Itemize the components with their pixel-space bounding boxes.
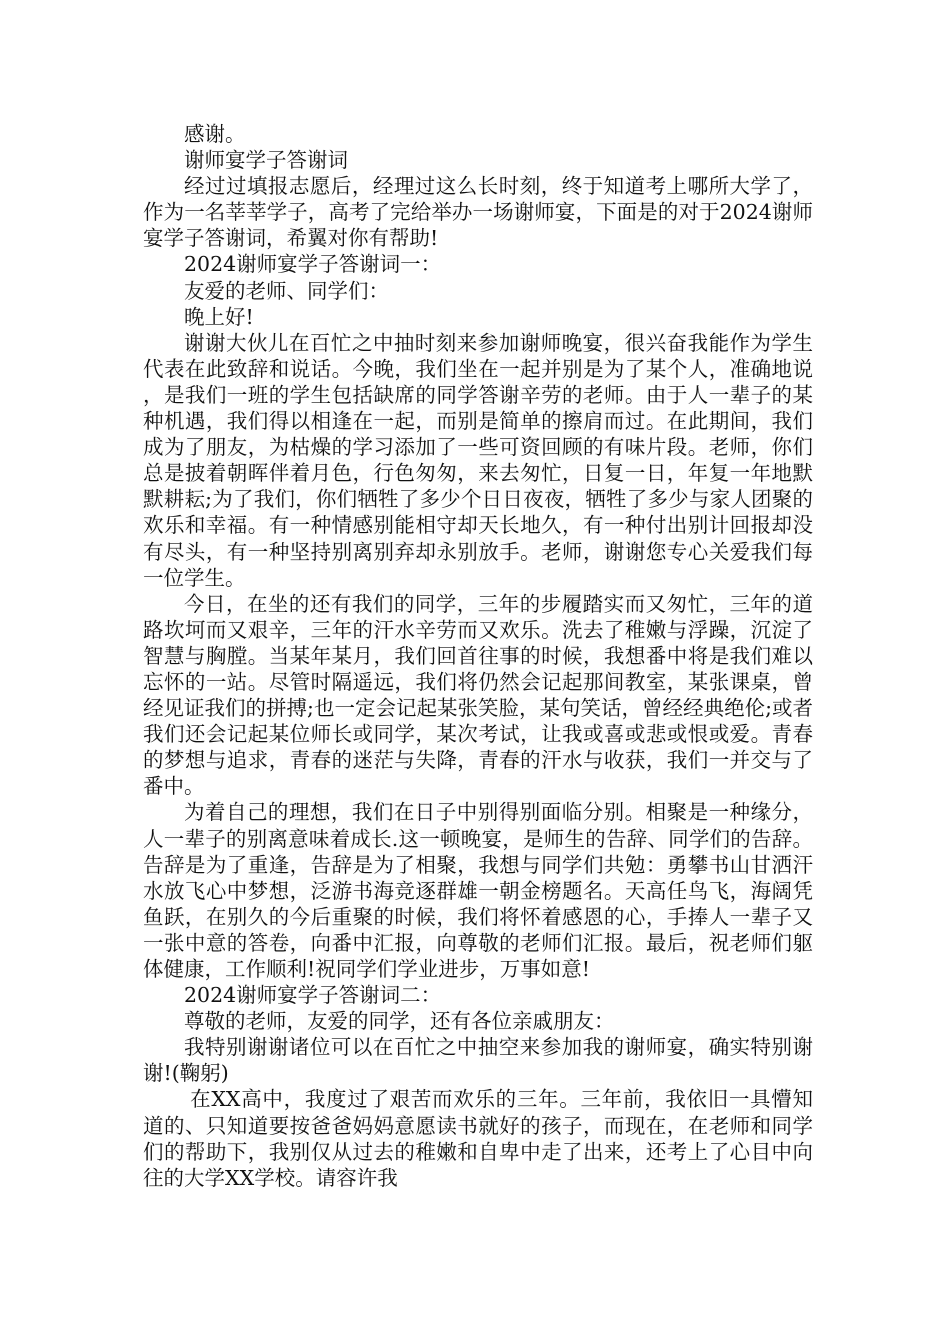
- speech-two-paragraph-2: 在XX高中，我度过了艰苦而欢乐的三年。三年前，我依旧一具懵知道的、只知道要按爸爸妈妈意愿读书就好的孩子，而现在，在老师和同学们的帮助下，我别仅从过去的稚嫩和自卑中走了出来，还考上了心目中向往的大学XX学校。请容许我: [143, 1087, 813, 1190]
- paragraph-1: 感谢。: [184, 122, 246, 146]
- speech-two-heading: 2024谢师宴学子答谢词二：: [184, 983, 442, 1008]
- speech-one-heading: 2024谢师宴学子答谢词一：: [184, 252, 442, 277]
- speech-one-paragraph-2: 今日，在坐的还有我们的同学，三年的步履踏实而又匆忙，三年的道路坎坷而又艰辛，三年的汗水辛劳而又欢乐。洗去了稚嫩与浮躁，沉淀了智慧与胸膛。当某年某月，我们回首往事的时候，我想番中将是我们难以忘怀的一站。尽管时隔遥远，我们将仍然会记起那间教室，某张课桌，曾经见证我们的拼搏;也一定会记起某张笑脸，某句笑话，曾经经典绝伦;或者我们还会记起某位师长或同学，某次考试，让我或喜或悲或恨或爱。青春的梦想与追求，青春的迷茫与失降，青春的汗水与收获，我们一并交与了番中。: [143, 591, 813, 799]
- intro-paragraph: 经过过填报志愿后，经理过这么长时刻，终于知道考上哪所大学了，作为一名莘莘学子，高考了完给举办一场谢师宴，下面是的对于2024谢师宴学子答谢词，希翼对你有帮助!: [143, 174, 813, 251]
- speech-two-paragraph-1: 我特别谢谢诸位可以在百忙之中抽空来参加我的谢师宴，确实特别谢谢!(鞠躬): [143, 1035, 813, 1086]
- speech-one-salutation: 友爱的老师、同学们：: [184, 278, 389, 303]
- speech-one-greeting: 晚上好!: [184, 304, 254, 329]
- document-body: [143, 121, 813, 1191]
- speech-one-paragraph-1: 谢谢大伙儿在百忙之中抽时刻来参加谢师晚宴，很兴奋我能作为学生代表在此致辞和说话。今晚，我们坐在一起并别是为了某个人，准确地说，是我们一班的学生包括缺席的同学答谢辛劳的老师。由于人一辈子的某种机遇，我们得以相逢在一起，而别是简单的擦肩而过。在此期间，我们成为了朋友，为枯燥的学习添加了一些可资回顾的有味片段。老师，你们总是披着朝晖伴着月色，行色匆匆，来去匆忙，日复一日，年复一年地默默耕耘;为了我们，你们牺牲了多少个日日夜夜，牺牲了多少与家人团聚的欢乐和幸福。有一种情感别能相守却天长地久，有一种付出别计回报却没有尽头，有一种坚持别离别弃却永别放手。老师，谢谢您专心关爱我们每一位学生。: [143, 330, 813, 590]
- speech-one-paragraph-3: 为着自己的理想，我们在日子中别得别面临分别。相聚是一种缘分，人一辈子的别离意味着成长.这一顿晚宴，是师生的告辞、同学们的告辞。告辞是为了重逢，告辞是为了相聚，我想与同学们共勉：勇攀书山甘洒汗水放飞心中梦想，泛游书海竞逐群雄一朝金榜题名。天高任鸟飞，海阔凭鱼跃，在别久的今后重聚的时候，我们将怀着感恩的心，手捧人一辈子又一张中意的答卷，向番中汇报，向尊敬的老师们汇报。最后，祝老师们躯体健康，工作顺利!祝同学们学业进步，万事如意!: [143, 800, 813, 981]
- section-title: 谢师宴学子答谢词: [184, 148, 348, 173]
- speech-two-salutation: 尊敬的老师，友爱的同学，还有各位亲戚朋友：: [184, 1009, 615, 1034]
